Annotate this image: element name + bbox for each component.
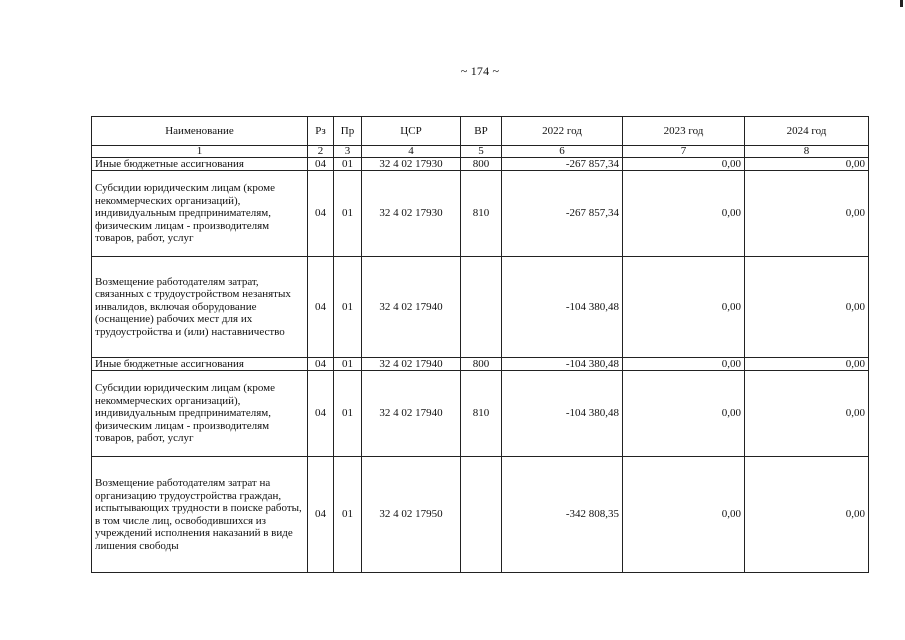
page-number: ~ 174 ~ (460, 64, 500, 78)
header-2023: 2023 год (623, 117, 745, 146)
row-pr: 01 (334, 457, 362, 573)
row-pr: 01 (334, 158, 362, 171)
row-csr: 32 4 02 17940 (362, 371, 461, 457)
row-name: Иные бюджетные ассигнования (92, 158, 308, 171)
row-rz: 04 (308, 358, 334, 371)
row-2024: 0,00 (745, 257, 869, 358)
row-2024: 0,00 (745, 171, 869, 257)
row-csr: 32 4 02 17940 (362, 358, 461, 371)
header-row (92, 117, 869, 146)
column-number: 7 (623, 146, 745, 158)
header-vr: ВР (461, 117, 502, 146)
row-csr: 32 4 02 17950 (362, 457, 461, 573)
column-number: 1 (92, 146, 308, 158)
row-csr: 32 4 02 17930 (362, 171, 461, 257)
column-number: 6 (502, 146, 623, 158)
header-name: Наименование (92, 117, 308, 146)
table-row (92, 371, 869, 457)
header-rz: Рз (308, 117, 334, 146)
row-name: Иные бюджетные ассигнования (92, 358, 308, 371)
row-vr (461, 457, 502, 573)
row-2023: 0,00 (623, 257, 745, 358)
header-2022: 2022 год (502, 117, 623, 146)
row-name: Субсидии юридическим лицам (кроме некоммерческих организаций), индивидуальным предпринимателям, физическим лицам - производителям товаров, работ, услуг (92, 171, 308, 257)
row-2023: 0,00 (623, 358, 745, 371)
row-2024: 0,00 (745, 158, 869, 171)
row-rz: 04 (308, 457, 334, 573)
row-2022: -267 857,34 (502, 158, 623, 171)
row-2023: 0,00 (623, 171, 745, 257)
row-vr: 810 (461, 371, 502, 457)
scan-edge-mark (900, 0, 903, 7)
table-row (92, 158, 869, 171)
row-name: Субсидии юридическим лицам (кроме некоммерческих организаций), индивидуальным предпринимателям, физическим лицам - производителям товаров, работ, услуг (92, 371, 308, 457)
row-2024: 0,00 (745, 457, 869, 573)
table-row (92, 257, 869, 358)
row-2023: 0,00 (623, 457, 745, 573)
row-2023: 0,00 (623, 158, 745, 171)
row-pr: 01 (334, 358, 362, 371)
row-rz: 04 (308, 257, 334, 358)
column-number: 5 (461, 146, 502, 158)
column-number: 3 (334, 146, 362, 158)
column-number: 4 (362, 146, 461, 158)
row-rz: 04 (308, 171, 334, 257)
column-number-row (92, 146, 869, 158)
budget-table (91, 116, 869, 573)
header-2024: 2024 год (745, 117, 869, 146)
table-row (92, 358, 869, 371)
row-csr: 32 4 02 17940 (362, 257, 461, 358)
row-vr: 810 (461, 171, 502, 257)
row-pr: 01 (334, 171, 362, 257)
table-row (92, 171, 869, 257)
row-pr: 01 (334, 257, 362, 358)
table-row (92, 457, 869, 573)
row-2024: 0,00 (745, 371, 869, 457)
row-rz: 04 (308, 371, 334, 457)
row-name: Возмещение работодателям затрат на организацию трудоустройства граждан, испытывающих трудности в поиске работы, в том числе лиц, освободившихся из учреждений исполнения наказаний в виде лишения свободы (92, 457, 308, 573)
row-name: Возмещение работодателям затрат, связанных с трудоустройством незанятых инвалидов, включая оборудование (оснащение) рабочих мест для их трудоустройства и (или) наставничество (92, 257, 308, 358)
header-pr: Пр (334, 117, 362, 146)
row-2022: -267 857,34 (502, 171, 623, 257)
row-2022: -104 380,48 (502, 371, 623, 457)
column-number: 8 (745, 146, 869, 158)
row-pr: 01 (334, 371, 362, 457)
row-2022: -104 380,48 (502, 358, 623, 371)
row-rz: 04 (308, 158, 334, 171)
row-2022: -342 808,35 (502, 457, 623, 573)
column-number: 2 (308, 146, 334, 158)
row-2023: 0,00 (623, 371, 745, 457)
row-2024: 0,00 (745, 358, 869, 371)
header-csr: ЦСР (362, 117, 461, 146)
row-vr: 800 (461, 358, 502, 371)
row-csr: 32 4 02 17930 (362, 158, 461, 171)
row-vr (461, 257, 502, 358)
row-2022: -104 380,48 (502, 257, 623, 358)
row-vr: 800 (461, 158, 502, 171)
